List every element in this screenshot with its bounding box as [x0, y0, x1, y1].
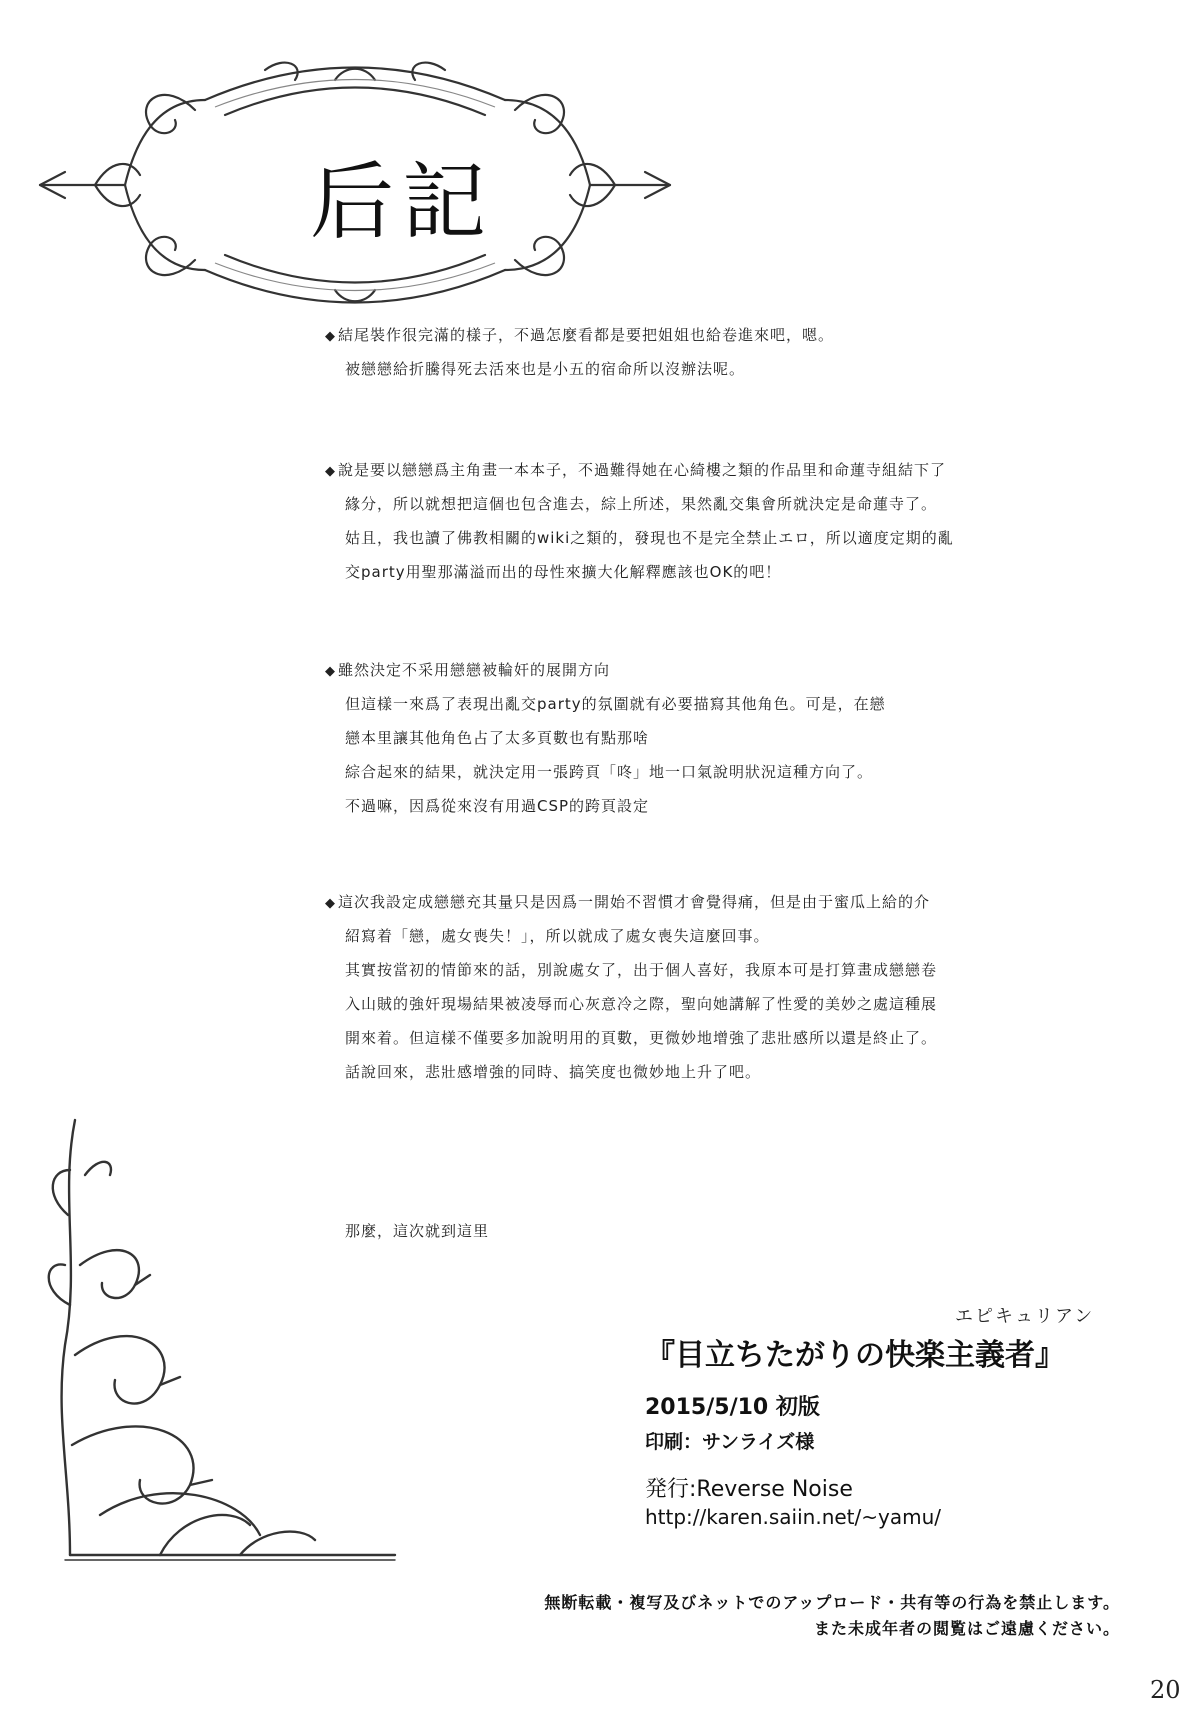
paragraph-line: 結尾裝作很完滿的樣子，不過怎麼看都是要把姐姐也給卷進來吧，嗯。	[338, 326, 835, 344]
colophon	[645, 1306, 1105, 1529]
printer: 印刷：サンライズ様	[645, 1431, 815, 1453]
notice-line: また未成年者の閲覧はご遠慮ください。	[813, 1619, 1120, 1638]
paragraph-line: 交party用聖那滿溢而出的母性來擴大化解釋應該也OK的吧！	[345, 563, 782, 581]
paragraph-line: 雖然決定不采用戀戀被輪奸的展開方向	[338, 661, 611, 679]
book-title: 『目立ちたがりの快楽主義者』	[645, 1338, 1065, 1373]
website-url: http://karen.saiin.net/~yamu/	[645, 1505, 942, 1529]
book-title-ruby: エピキュリアン	[955, 1306, 1095, 1327]
notice-line: 無断転載・複写及びネットでのアップロード・共有等の行為を禁止します。	[544, 1593, 1120, 1612]
sign-off-text: 那麼，這次就到這里	[345, 1222, 490, 1240]
paragraph-line: 被戀戀給折騰得死去活來也是小五的宿命所以沒辦法呢。	[345, 360, 746, 378]
page-number: 20	[1150, 1676, 1181, 1704]
paragraph-line: 但這樣一來爲了表現出亂交party的氛圍就有必要描寫其他角色。可是，在戀	[345, 695, 886, 713]
legal-notice	[440, 1590, 1120, 1642]
bullet-diamond-icon: ◆	[325, 664, 336, 679]
paragraph-line: 不過嘛，因爲從來沒有用過CSP的跨頁設定	[345, 797, 650, 815]
paragraph-line: 這次我設定成戀戀充其量只是因爲一開始不習慣才會覺得痛，但是由于蜜瓜上給的介	[338, 893, 931, 911]
paragraph-line: 紹寫着「戀，處女喪失！」，所以就成了處女喪失這麼回事。	[345, 927, 770, 945]
afterword-paragraph-4	[325, 885, 1085, 1089]
paragraph-line: 開來着。但這樣不僅要多加說明用的頁數，更微妙地增強了悲壯感所以還是終止了。	[345, 1029, 938, 1047]
afterword-paragraph-1	[325, 318, 1085, 386]
publication-date: 2015/5/10 初版	[645, 1395, 820, 1420]
paragraph-line: 話說回來，悲壯感增強的同時、搞笑度也微妙地上升了吧。	[345, 1063, 762, 1081]
paragraph-line: 綜合起來的結果，就決定用一張跨頁「咚」地一口氣說明狀況這種方向了。	[345, 763, 874, 781]
page-title: 后記	[310, 153, 495, 251]
afterword-paragraph-2	[325, 453, 1085, 589]
bullet-diamond-icon: ◆	[325, 464, 336, 479]
publisher: 発行:Reverse Noise	[645, 1477, 853, 1502]
paragraph-line: 說是要以戀戀爲主角畫一本本子，不過難得她在心綺樓之類的作品里和命蓮寺組結下了	[338, 461, 947, 479]
afterword-paragraph-3	[325, 653, 1085, 823]
paragraph-line: 戀本里讓其他角色占了太多頁數也有點那啥	[345, 729, 650, 747]
corner-ornament	[40, 1115, 400, 1565]
paragraph-line: 其實按當初的情節來的話，別說處女了，出于個人喜好，我原本可是打算畫成戀戀卷	[345, 961, 938, 979]
paragraph-line: 入山賊的強奸現場結果被凌辱而心灰意冷之際，聖向她講解了性愛的美妙之處這種展	[345, 995, 938, 1013]
paragraph-line: 緣分，所以就想把這個也包含進去，綜上所述，果然亂交集會所就決定是命蓮寺了。	[345, 495, 938, 513]
bullet-diamond-icon: ◆	[325, 329, 336, 344]
paragraph-line: 姑且，我也讀了佛教相關的wiki之類的，發現也不是完全禁止エロ，所以適度定期的亂	[345, 529, 954, 547]
bullet-diamond-icon: ◆	[325, 896, 336, 911]
